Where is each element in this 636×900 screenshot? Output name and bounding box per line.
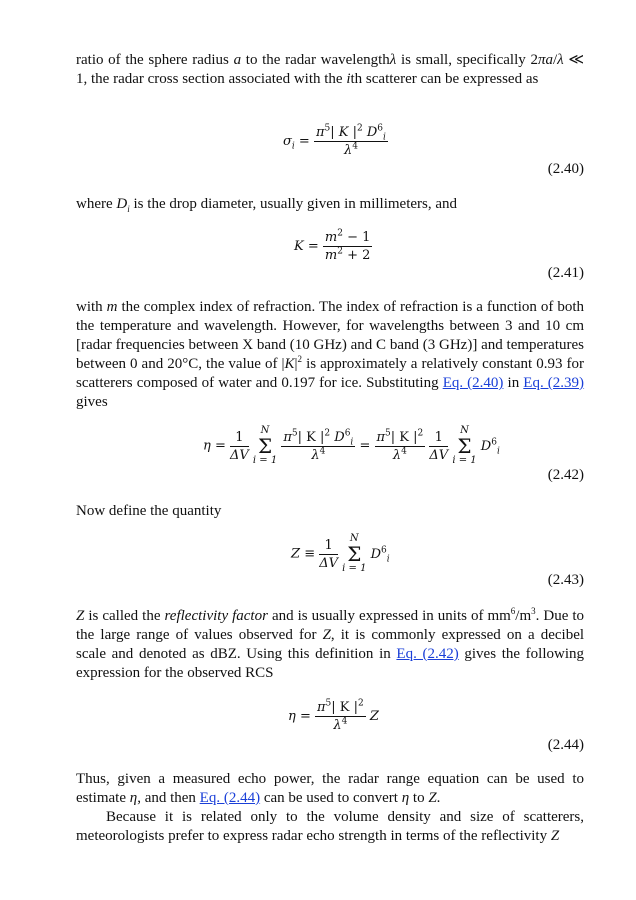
paragraph-drop-diameter: where $D_i$ is the drop diameter, usually given in millimeters, and	[76, 196, 458, 214]
equation-number-2-41: (2.41)	[547, 265, 584, 281]
link-eq-2-44[interactable]: Eq. (2.44)	[199, 790, 261, 806]
link-eq-2-42[interactable]: Eq. (2.42)	[396, 646, 459, 662]
equation-2-44	[0, 695, 636, 755]
equation-number-2-42: (2.42)	[547, 467, 584, 483]
equation-2-41-formula: K = $\frac{m^2 - 1}{m^2 + 2}$	[294, 228, 371, 263]
link-eq-2-40[interactable]: Eq. (2.40)	[442, 375, 504, 391]
equation-2-40	[0, 120, 636, 180]
paragraph-echo-power: Thus, given a measured echo power, the radar range equation can be used to estimate η, and then Eq. (2.44) can be used to convert η to Z.	[76, 771, 584, 806]
equation-2-43	[0, 528, 636, 592]
equation-number-2-44: (2.44)	[547, 737, 584, 753]
equation-2-43-formula: Z ≡ $\frac{1}{\Delta V}$ N Σ i = 1 $D^6_i$	[291, 533, 390, 574]
paragraph-define-quantity: Now define the quantity	[76, 503, 222, 519]
equation-2-41	[0, 225, 636, 285]
equation-number-2-43: (2.43)	[547, 572, 584, 588]
paragraph-refraction: with m the complex index of refraction. The index of refraction is a function of both the temperature and wavelength. However, for wavelengths between 3 and 10 cm [radar frequencies between X band (10 GHz) and C band (3 GHz)] and temperatures between 0 and 20°C, the value of $|K|^2$ is approximately a relatively constant 0.93 for scatterers composed of water and 0.197 for ice. Substituting Eq. (2.40) in Eq. (2.39) gives	[76, 299, 585, 410]
equation-2-44-formula: η = $\frac{\pi^5| K |^2}{\lambda^4}$ Z	[288, 698, 379, 733]
equation-number-2-40: (2.40)	[547, 161, 584, 177]
paragraph-meteorologists: Because it is related only to the volume density and size of scatterers, meteorologists prefer to express radar echo strength in terms of the reflectivity Z	[76, 809, 584, 844]
paragraph-intro: ratio of the sphere radius a to the radar wavelengthλ is small, specifically 2πa/λ ≪ 1, the radar cross section associated with the ith scatterer can be expressed as	[76, 52, 585, 87]
equation-2-40-formula: $\sigma_i$ = $\frac{\pi^5| K |^2 D^6_i}{\lambda^4}$	[283, 123, 386, 158]
equation-2-42-formula: η = $\frac{1}{\Delta V}$ N Σ i = 1 $\frac{\pi^5| K |^2 D^6_i}{\lambda^4}$ = $\frac{\pi^5| K |^2}{\lambda^4}$ $\frac{1}{\Delta V}$ N Σ i = 1 $D^6_i$	[203, 425, 500, 466]
paragraph-reflectivity: Z is called the reflectivity factor and is usually expressed in units of $mm^6/m^3$. Due to the large range of values observed for Z, it is commonly expressed on a decibel scale and denoted as dBZ. Using this definition in Eq. (2.42) gives the following expression for the observed RCS	[76, 606, 585, 681]
equation-2-42	[0, 420, 636, 486]
link-eq-2-39[interactable]: Eq. (2.39)	[523, 375, 585, 391]
